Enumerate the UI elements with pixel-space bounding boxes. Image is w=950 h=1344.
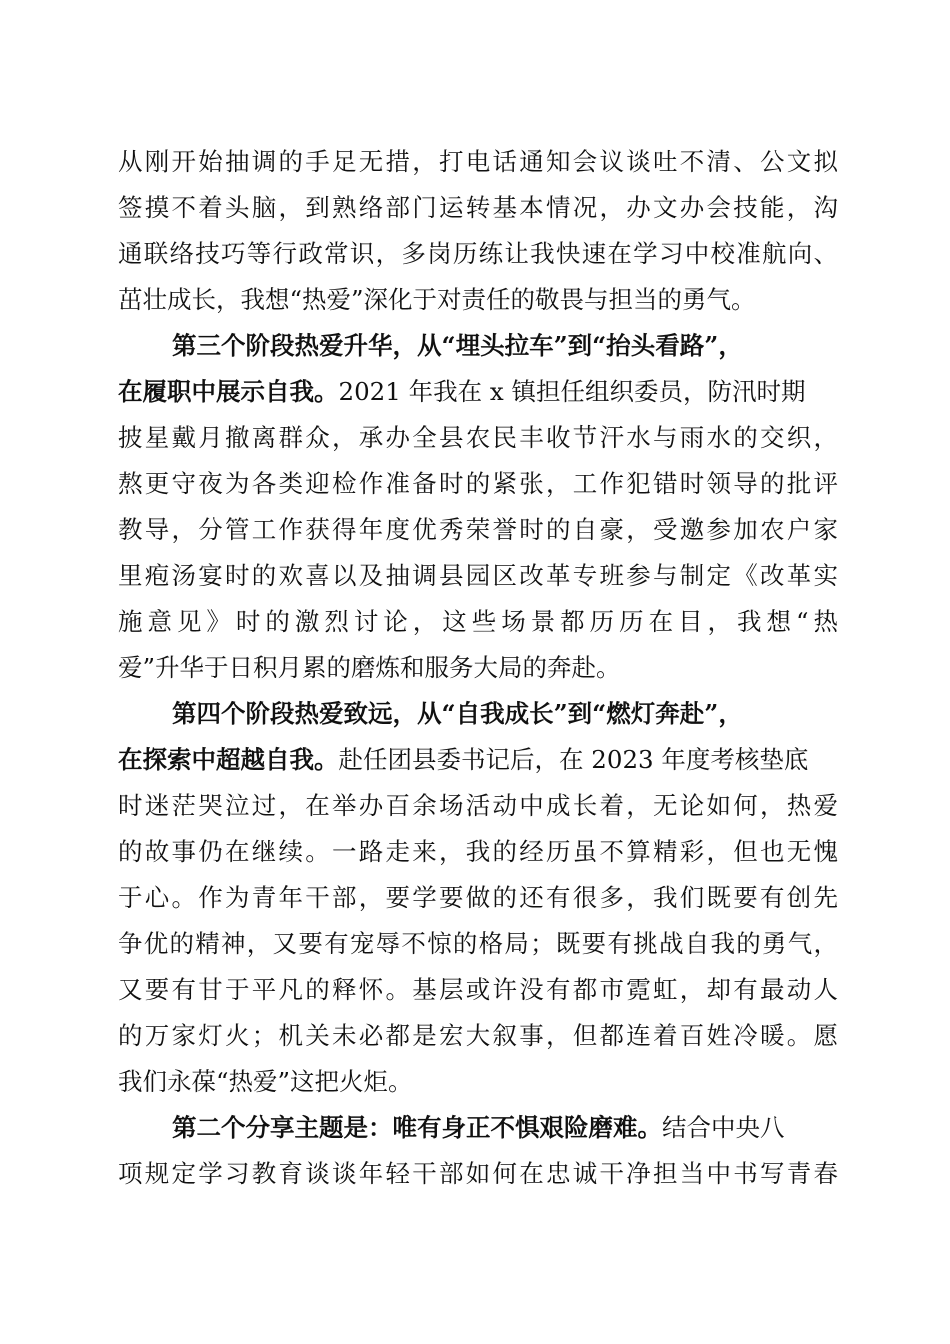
text-line: 项规定学习教育谈谈年轻干部如何在忠诚干净担当中书写青春 [118, 1159, 838, 1188]
text-line: 争优的精神，又要有宠辱不惊的格局；既要有挑战自我的勇气， [118, 929, 838, 958]
text-span: 结合中央八 [662, 1113, 785, 1142]
text-line: 的故事仍在继续。一路走来，我的经历虽不算精彩，但也无愧 [118, 837, 838, 866]
text-line [172, 1108, 838, 1148]
text-line [118, 740, 838, 780]
text-line: 时迷茫哭泣过，在举办百余场活动中成长着，无论如何，热爱 [118, 791, 838, 820]
text-line [118, 372, 838, 412]
section-heading-tail: 在探索中超越自我。 [118, 745, 339, 774]
text-line: 又要有甘于平凡的释怀。基层或许没有都市霓虹，却有最动人 [118, 975, 838, 1004]
text-line: 于心。作为青年干部，要学要做的还有很多，我们既要有创先 [118, 883, 838, 912]
text-line: 的万家灯火；机关未必都是宏大叙事，但都连着百姓冷暖。愿 [118, 1021, 838, 1050]
text-line: 我们永葆“热爱”这把火炬。 [118, 1067, 413, 1096]
text-line: 披星戴月撤离群众，承办全县农民丰收节汗水与雨水的交织， [118, 423, 838, 452]
text-line: 从刚开始抽调的手足无措，打电话通知会议谈吐不清、公文拟 [118, 147, 838, 176]
text-line: 爱”升华于日积月累的磨炼和服务大局的奔赴。 [118, 653, 621, 682]
section-heading: 第三个阶段热爱升华，从“埋头拉车”到“抬头看路”， [172, 331, 743, 360]
text-line: 熬更守夜为各类迎检作准备时的紧张，工作犯错时领导的批评 [118, 469, 838, 498]
text-line: 教导，分管工作获得年度优秀荣誉时的自豪，受邀参加农户家 [118, 515, 838, 544]
text-line: 签摸不着头脑，到熟络部门运转基本情况，办文办会技能，沟 [118, 193, 838, 222]
text-line: 茁壮成长，我想“热爱”深化于对责任的敬畏与担当的勇气。 [118, 285, 756, 314]
text-span: 赴任团县委书记后，在 2023 年度考核垫底 [338, 745, 809, 774]
section-heading: 第二个分享主题是：唯有身正不惧艰险磨难。 [172, 1113, 662, 1142]
text-span: 2021 年我在 x 镇担任组织委员，防汛时期 [338, 377, 806, 406]
text-line: 通联络技巧等行政常识，多岗历练让我快速在学习中校准航向、 [118, 239, 838, 268]
section-heading: 第四个阶段热爱致远，从“自我成长”到“燃灯奔赴”， [172, 699, 743, 728]
section-heading-tail: 在履职中展示自我。 [118, 377, 339, 406]
text-line: 施意见》时的激烈讨论，这些场景都历历在目，我想“热 [118, 607, 838, 636]
text-line: 里疱汤宴时的欢喜以及抽调县园区改革专班参与制定《改革实 [118, 561, 838, 590]
